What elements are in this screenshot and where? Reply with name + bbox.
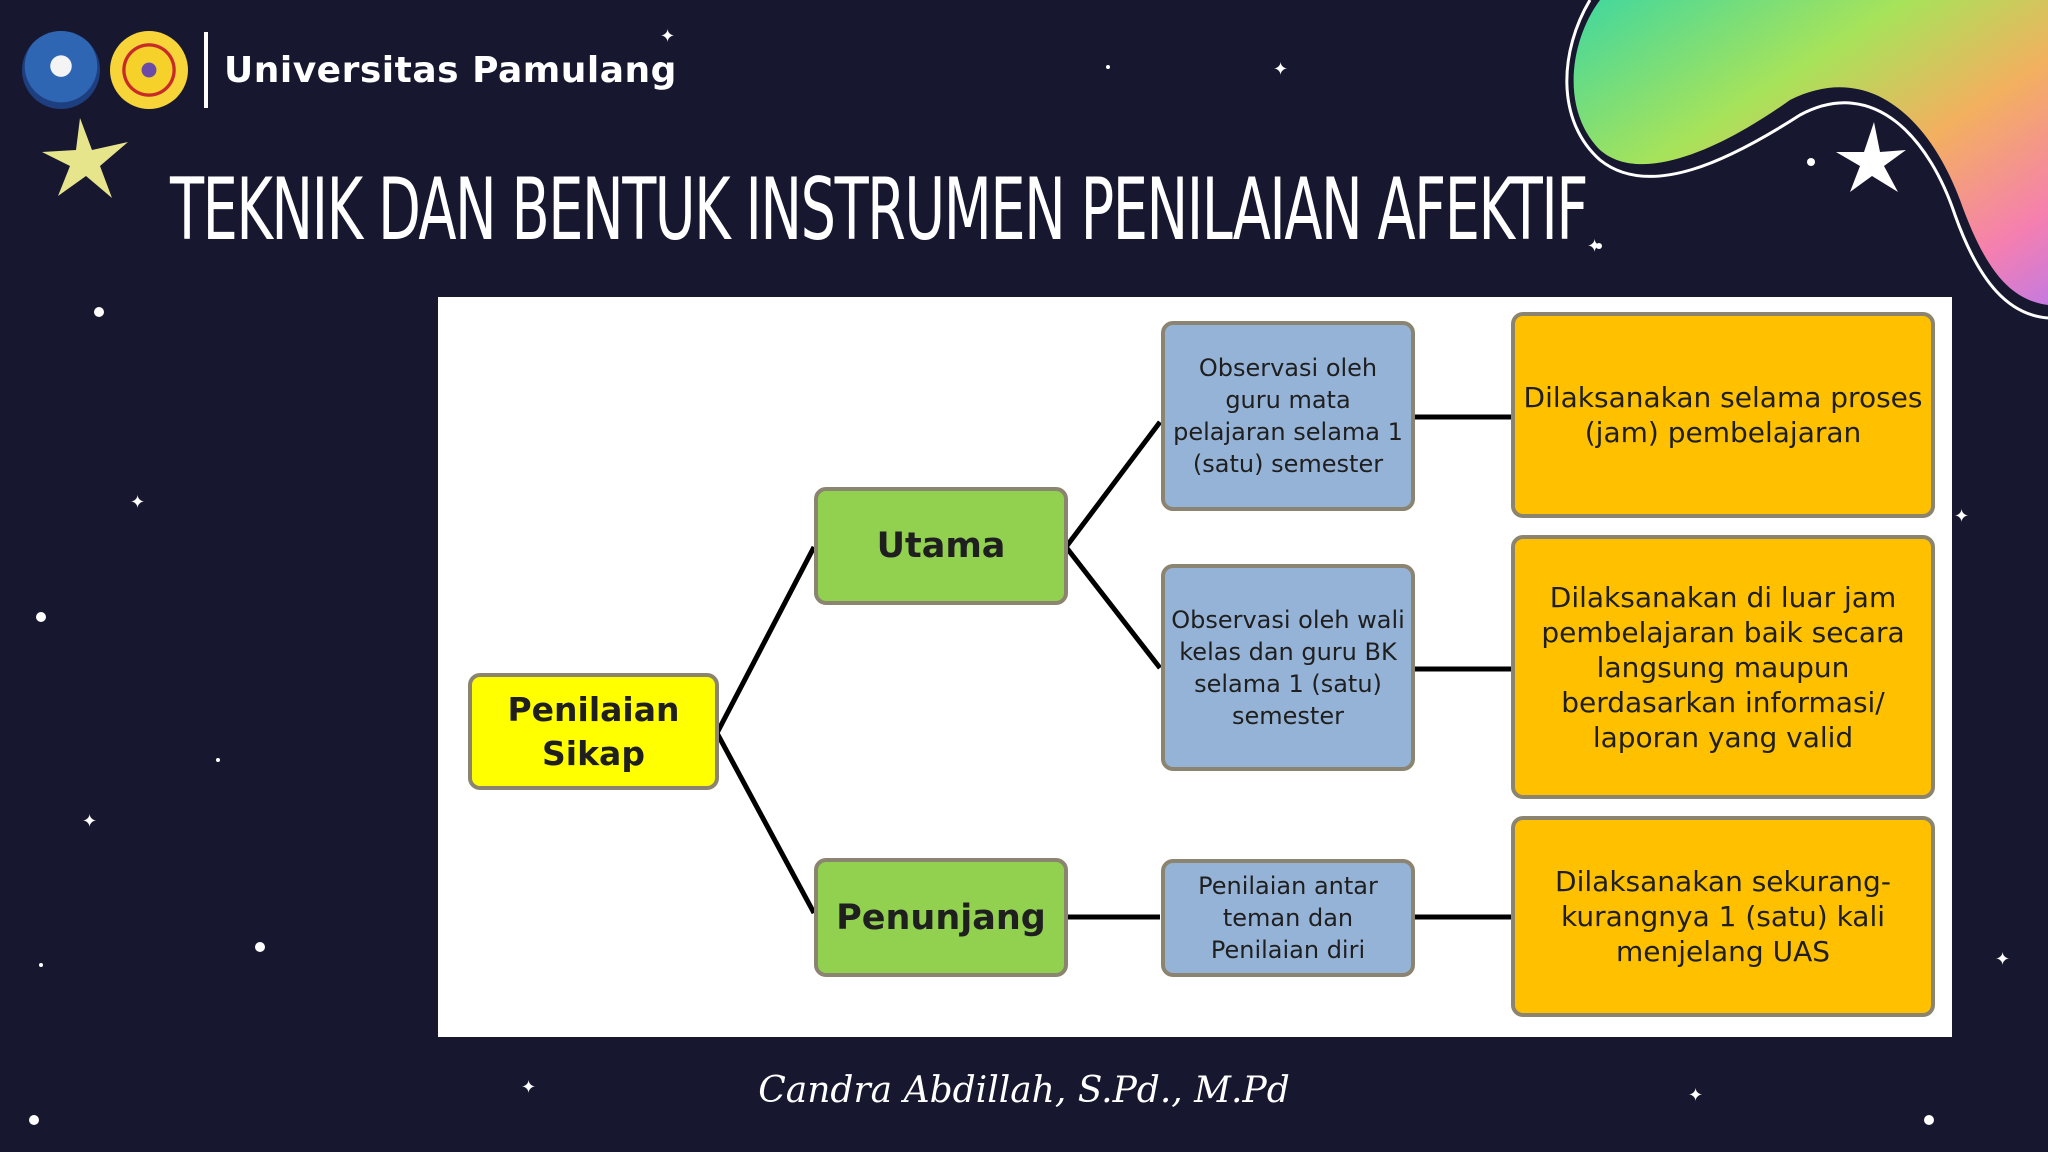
svg-text:✦: ✦	[1688, 1085, 1704, 1106]
star-decoration-white	[1836, 122, 1906, 192]
method-box-observasi-wali-kelas: Observasi oleh wali kelas dan guru BK selama 1 (satu) semester	[1161, 564, 1415, 771]
svg-text:✦: ✦	[660, 26, 676, 47]
author-credit: Candra Abdillah, S.Pd., M.Pd	[758, 1070, 1290, 1111]
diagram-panel	[438, 297, 1952, 1037]
slide-title: TEKNIK DAN BENTUK INSTRUMEN PENILAIAN AFEKTIF	[170, 160, 1587, 260]
connector-root-main	[717, 547, 814, 733]
method-box-observasi-guru: Observasi oleh guru mata pelajaran selama 1 (satu) semester	[1161, 321, 1415, 511]
kemdikbud-logo	[22, 31, 100, 109]
svg-text:✦: ✦	[521, 1077, 537, 1098]
desc-box-selama-pembelajaran: Dilaksanakan selama proses (jam) pembelajaran	[1511, 312, 1935, 518]
branch-box-utama: Utama	[814, 487, 1068, 605]
star-decoration-gradient	[42, 118, 128, 198]
svg-text:✦: ✦	[82, 811, 98, 832]
desc-box-luar-jam: Dilaksanakan di luar jam pembelajaran baik secara langsung maupun berdasarkan informasi/ laporan yang valid	[1511, 535, 1935, 799]
branch-box-penunjang: Penunjang	[814, 858, 1068, 977]
header-brand	[22, 28, 677, 112]
university-logo	[110, 31, 188, 109]
svg-text:✦: ✦	[1273, 59, 1289, 80]
header-divider	[204, 32, 208, 108]
gradient-blob	[1574, 0, 2048, 305]
root-box-penilaian-sikap: Penilaian Sikap	[468, 673, 719, 790]
method-box-penilaian-antar-teman: Penilaian antar teman dan Penilaian diri	[1161, 859, 1415, 977]
desc-box-menjelang-uas: Dilaksanakan sekurang-kurangnya 1 (satu) kali menjelang UAS	[1511, 816, 1935, 1017]
university-name: Universitas Pamulang	[224, 49, 677, 91]
connector-main-obs1	[1066, 422, 1160, 547]
svg-text:✦: ✦	[130, 492, 146, 513]
svg-text:✦: ✦	[1995, 949, 2011, 970]
svg-text:✦: ✦	[1954, 506, 1970, 527]
connector-main-obs2	[1066, 547, 1160, 668]
svg-text:✦: ✦	[1587, 236, 1603, 257]
connector-root-support	[717, 733, 814, 913]
